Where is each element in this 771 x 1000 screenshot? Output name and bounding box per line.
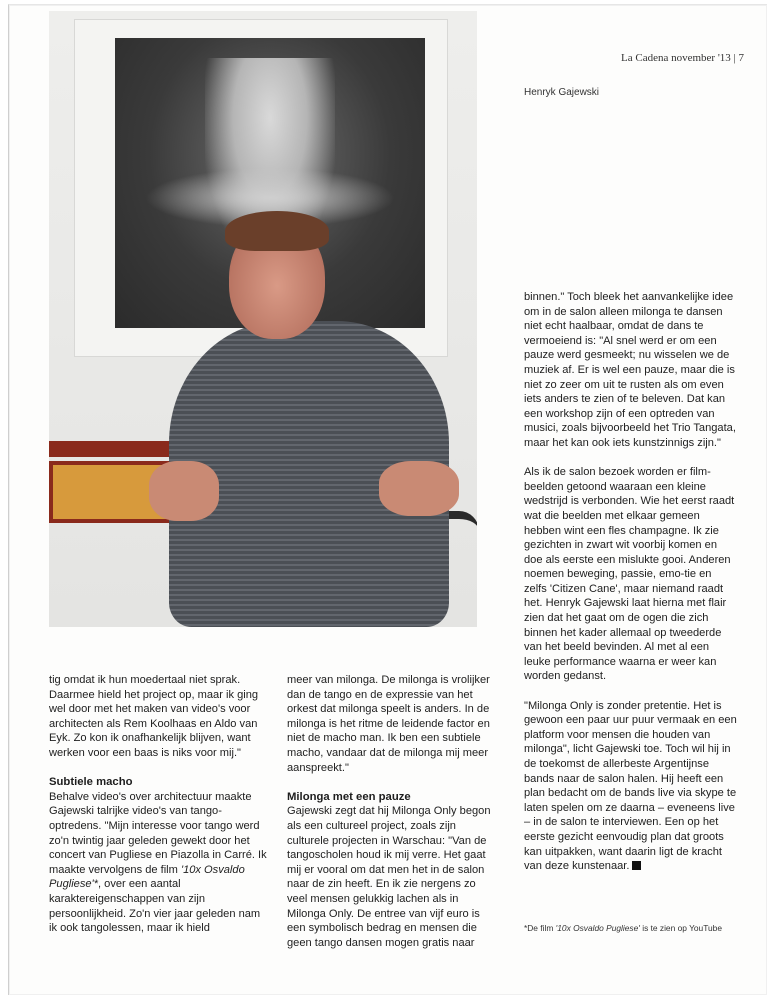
film-title: '10x Osvaldo Pugliese'* — [49, 863, 245, 891]
column3-paragraph-1: binnen." Toch bleek het aanvankelijke idee om in de salon alleen milonga te dansen niet echt haalbaar, omdat de dans te vermoeiend is: "Al snel werd er om een pauze werd gesmeekt; nu wisselen we de muziek af. Er is wel een pauze, maar die is niet zo zeer om uit te rusten als om even iets anders te zien of te beleven. Dat kan een workshop zijn of een optreden van musici, zoals bijvoorbeeld het Trio Tangata, maar het kan ook iets kunstzinnigs zijn." — [524, 291, 736, 449]
man-hair — [225, 211, 329, 251]
footnote: *De film '10x Osvaldo Pugliese' is te zien op YouTube — [524, 923, 722, 933]
subheading-milonga-met-een-pauze: Milonga met een pauze — [287, 790, 411, 803]
column2-intro: meer van milonga. De milonga is vrolijker dan de tango en de expressie van het orkest dat milonga speelt is anders. In de milonga is het ritme de leidende factor en niet de macho man. Ik ben een subtiele macho, vandaar dat de milonga mij meer aanspreekt." — [287, 674, 490, 774]
text-column-2 — [287, 673, 492, 950]
column2-body: Gajewski zegt dat hij Milonga Only begon als een cultureel project, zoals zijn culturele projecten in Warschau: "Van de tangoscholen houd ik mij verre. Het gaat mij er vooral om dat men het in de salon naar de zin heeft. En ik zie nergens zo veel mensen gelukkig lachen als in Milonga Only. De entree van vijf euro is een symbolisch bedrag en mensen die geen tango dansen mogen gratis naar — [287, 805, 491, 949]
man-figure — [159, 211, 459, 627]
text-column-1 — [49, 673, 271, 936]
photo-credit: Henryk Gajewski — [524, 87, 600, 98]
column3-paragraph-3: "Milonga Only is zonder pretentie. Het is gewoon een paar uur puur vermaak en een platform voor mensen die houden van milonga", licht Gajewski toe. Toch wil hij in de toekomst de allerbeste Argentijnse bands naar de salon halen. Hij heeft een plan bedacht om de bands live via skype te laten spelen om ze daarna – eveneens live – in de salon te interviewen. Een op het eerste gezicht eenvoudig plan dat groots kan uitpakken, want daarin ligt de kracht van deze kunstenaar. — [524, 699, 737, 873]
column1-body: Behalve video's over architectuur maakte Gajewski talrijke video's van tango-optredens. "Mijn interesse voor tango werd zo'n twintig jaar geleden gewekt door het concert van Pugliese en Piazolla in Carré. Ik maakte vervolgens de film '10x Osvaldo Pugliese'*, over een aantal karaktereigenschappen van zijn persoonlijkheid. Zo'n vier jaar geleden nam ik ook tangolessen, maar ik hield — [49, 790, 267, 935]
left-hand — [149, 461, 219, 521]
text-column-3 — [524, 290, 737, 874]
running-head: La Cadena november '13 | 7 — [621, 52, 745, 64]
end-mark-icon — [632, 861, 641, 870]
portrait-photo — [49, 11, 477, 627]
column1-intro: tig omdat ik hun moedertaal niet sprak. Daarmee hield het project op, maar ik ging wel door met het maken van video's voor architecten als Rem Koolhaas en Aldo van Eyk. Zo kon ik onafhankelijk blijven, want werken voor een baas is niks voor mij." — [49, 674, 259, 759]
magazine-page — [8, 4, 767, 995]
subheading-subtiele-macho: Subtiele macho — [49, 776, 133, 789]
column3-paragraph-2: Als ik de salon bezoek worden er film-beelden getoond waaraan een kleine wedstrijd is verbonden. Wie het eerst raadt wat die beelden met elkaar gemeen hebben wint een fles champagne. Ik zie gezichten in zwart wit voorbij komen en doe als eerste een mislukte gooi. Anderen noemen beweging, passie, emo-tie en zelfs 'Citizen Cane', maar niemand raadt het. Henryk Gajewski laat hierna met flair zien dat het gaat om de ogen die zich binnen het kader allemaal op tweederde van het beeld bevinden. Al met al een leuke performance waarna er weer kan worden gedanst. — [524, 466, 735, 683]
right-hand — [379, 461, 459, 516]
